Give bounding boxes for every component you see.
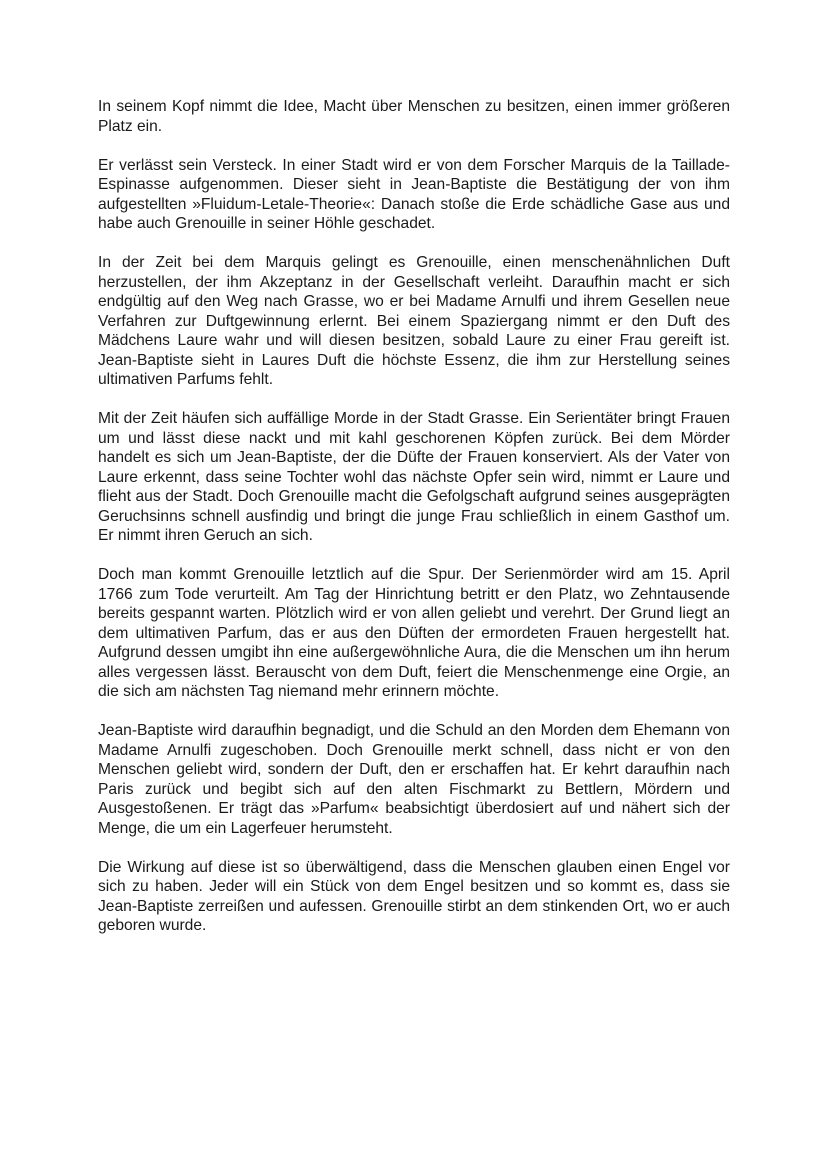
paragraph-marquis: Er verlässt sein Versteck. In einer Stadt wird er von dem Forscher Marquis de la Taillade-Espinasse aufgenommen. Dieser sieht in Jean-Baptiste die Bestätigung der von ihm aufgestellten »Fluidum-Letale-Theorie«: Danach stoße die Erde schädliche Gase aus und habe auch Grenouille in seiner Höhle geschadet. [98,156,730,232]
paragraph-grasse: In der Zeit bei dem Marquis gelingt es Grenouille, einen menschenähnlichen Duft herzustellen, der ihm Akzeptanz in der Gesellschaft verleiht. Daraufhin macht er sich endgültig auf den Weg nach Grasse, wo er bei Madame Arnulfi und ihrem Gesellen neue Verfahren zur Duftgewinnung erlernt. Bei einem Spaziergang nimmt er den Duft des Mädchens Laure wahr und will diesen besitzen, sobald Laure zu einer Frau gereift ist. Jean-Baptiste sieht in Laures Duft die höchste Essenz, die ihm zur Herstellung seines ultimativen Parfums fehlt. [98,254,730,388]
document-page [98,97,730,955]
paragraph-power-idea: In seinem Kopf nimmt die Idee, Macht über Menschen zu besitzen, einen immer größeren Platz ein. [98,98,730,135]
paragraph-murders: Mit der Zeit häufen sich auffällige Morde in der Stadt Grasse. Ein Serientäter bringt Frauen um und lässt diese nackt und mit kahl geschorenen Köpfen zurück. Bei dem Mörder handelt es sich um Jean-Baptiste, der die Düfte der Frauen konserviert. Als der Vater von Laure erkennt, dass seine Tochter wohl das nächste Opfer sein wird, nimmt er Laure und flieht aus der Stadt. Doch Grenouille macht die Gefolgschaft aufgrund seines ausgeprägten Geruchsinns schnell ausfindig und bringt die junge Frau schließlich in einem Gasthof um. Er nimmt ihren Geruch an sich. [98,410,730,544]
paragraph-pardon: Jean-Baptiste wird daraufhin begnadigt, und die Schuld an den Morden dem Ehemann von Madame Arnulfi zugeschoben. Doch Grenouille merkt schnell, dass nicht er von den Menschen geliebt wird, sondern der Duft, den er erschaffen hat. Er kehrt daraufhin nach Paris zurück und begibt sich auf den alten Fischmarkt zu Bettlern, Mördern und Ausgestoßenen. Er trägt das »Parfum« beabsichtigt überdosiert auf und nähert sich der Menge, die um ein Lagerfeuer herumsteht. [98,722,730,837]
paragraph-ending: Die Wirkung auf diese ist so überwältigend, dass die Menschen glauben einen Engel vor sich zu haben. Jeder will ein Stück von dem Engel besitzen und so kommt es, dass sie Jean-Baptiste zerreißen und aufessen. Grenouille stirbt an dem stinkenden Ort, wo er auch geboren wurde. [98,858,730,934]
paragraph-execution: Doch man kommt Grenouille letztlich auf die Spur. Der Serienmörder wird am 15. April 1766 zum Tode verurteilt. Am Tag der Hinrichtung betritt er den Platz, wo Zehntausende bereits gespannt warten. Plötzlich wird er von allen geliebt und verehrt. Der Grund liegt an dem ultimativen Parfum, das er aus den Düften der ermordeten Frauen hergestellt hat. Aufgrund dessen umgibt ihn eine außergewöhnliche Aura, die die Menschen um ihn herum alles vergessen lässt. Berauscht von dem Duft, feiert die Menschenmenge eine Orgie, an die sich am nächsten Tag niemand mehr erinnern möchte. [98,566,730,700]
